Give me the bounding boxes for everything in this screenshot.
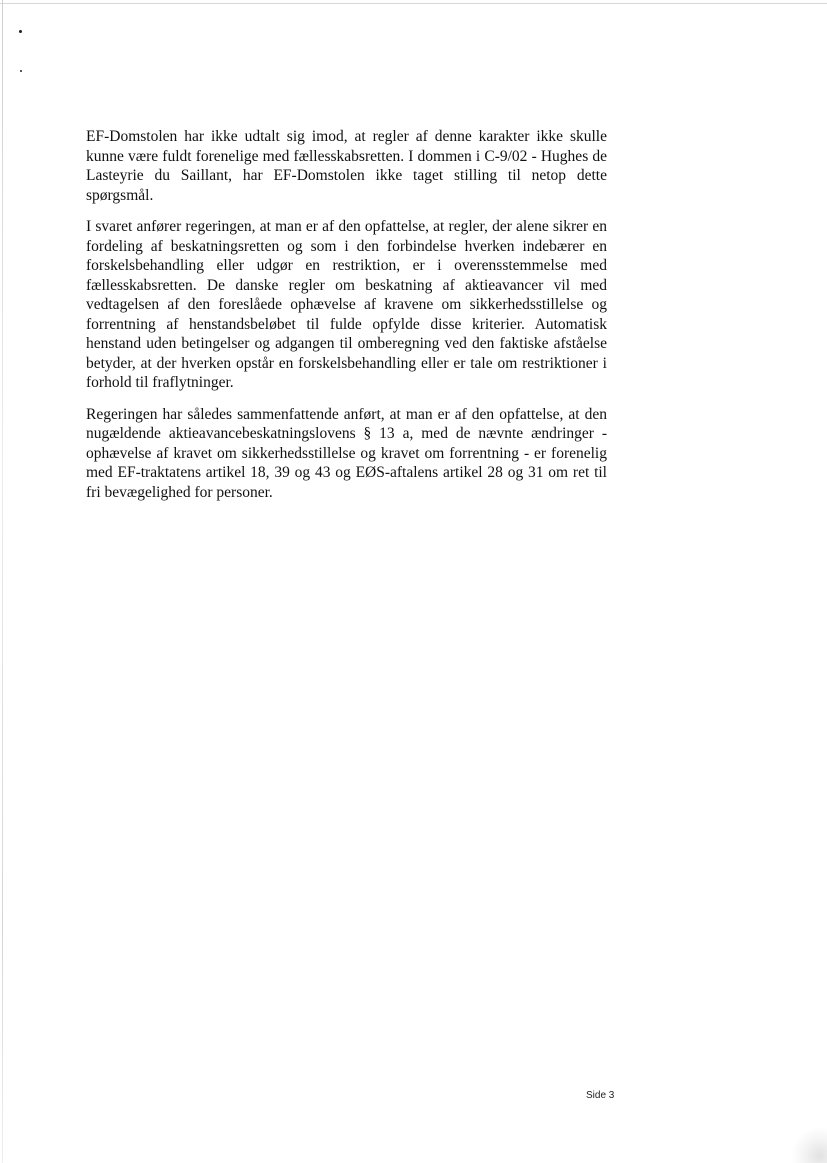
- scan-edge-left: [2, 0, 3, 1163]
- page-number: Side 3: [586, 1090, 615, 1101]
- scan-speck: [19, 30, 22, 33]
- document-body: [86, 127, 607, 514]
- paragraph-3: Regeringen har således sammenfattende anført, at man er af den opfattelse, at den nugældende aktieavancebeskatningslovens § 13 a, med de nævnte ændringer - ophævelse af kravet om sikkerhedsstillelse og kravet om forrentning - er forenelig med EF-traktatens artikel 18, 39 og 43 og EØS-aftalens artikel 28 og 31 om ret til fri bevægelighed for personer.: [86, 405, 607, 501]
- scan-speck: [20, 70, 22, 72]
- scan-edge-top: [0, 0, 827, 4]
- paragraph-2: I svaret anfører regeringen, at man er af den opfattelse, at regler, der alene sikrer en fordeling af beskatningsretten og som i den forbindelse hverken indebærer en forskelsbehandling eller udgør en restriktion, er i overensstemmelse med fællesskabsretten. De danske regler om beskatning af aktieavancer vil med vedtagelsen af den foreslåede ophævelse af kravene om sikkerhedsstillelse og forrentning af henstandsbeløbet til fulde opfylde disse kriterier. Automatisk henstand uden betingelser og adgangen til omberegning ved den faktiske afståelse betyder, at der hverken opstår en forskelsbehandling eller er tale om restriktioner i forhold til fraflytninger.: [86, 218, 607, 391]
- paragraph-1: EF-Domstolen har ikke udtalt sig imod, at regler af denne karakter ikke skulle kunne være fuldt forenelige med fællesskabsretten. I dommen i C-9/02 - Hughes de Lasteyrie du Saillant, har EF-Domstolen ikke taget stilling til netop dette spørgsmål.: [86, 128, 607, 204]
- scan-corner-noise: [791, 1127, 827, 1163]
